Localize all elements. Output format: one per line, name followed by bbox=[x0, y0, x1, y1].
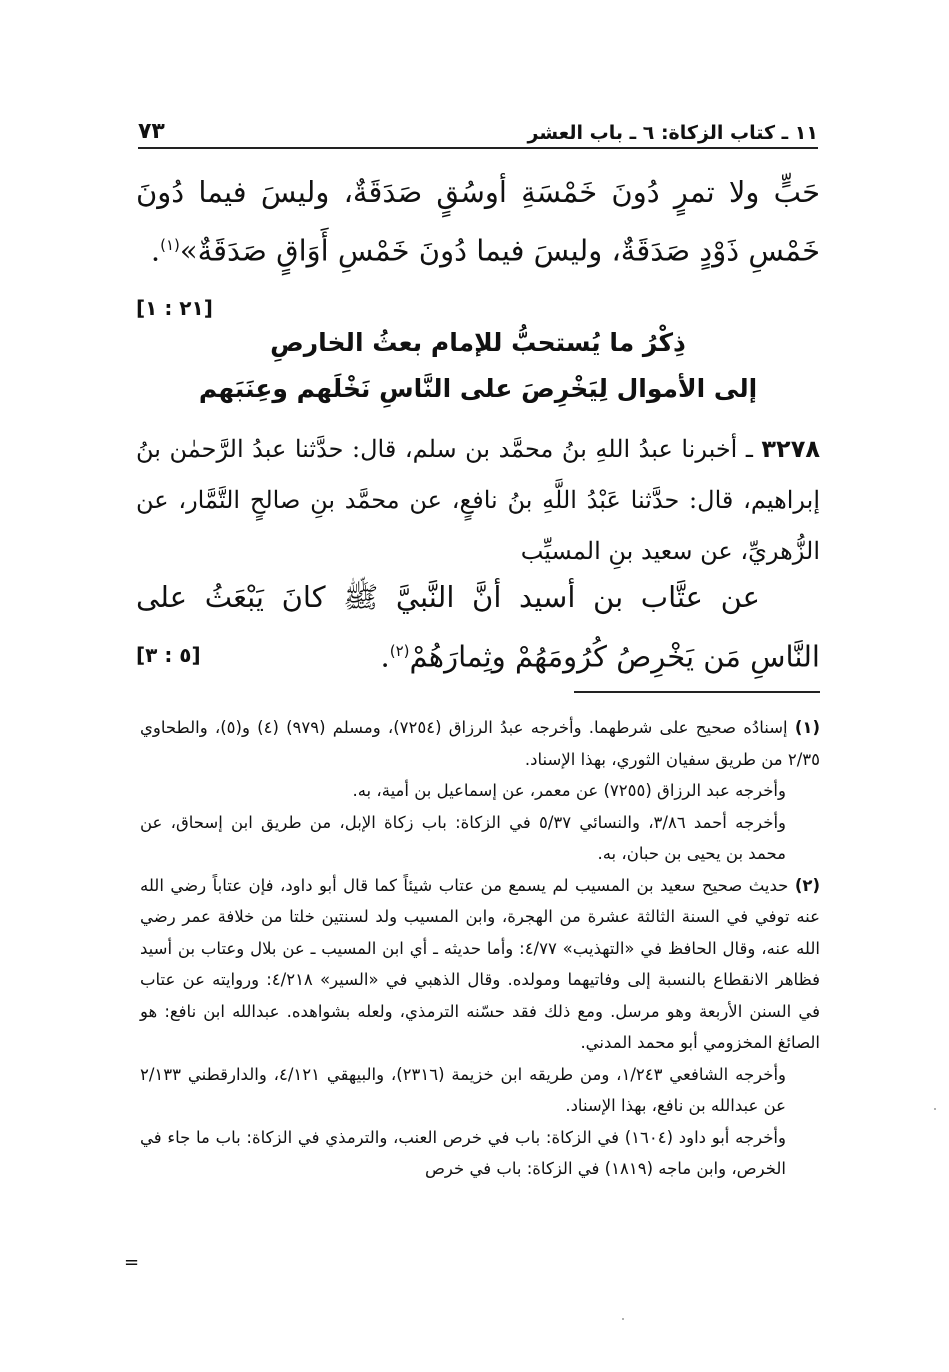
scan-speck bbox=[934, 1108, 936, 1110]
chapter-heading-line-1: ذِكْرُ ما يُستحبُّ للإمام بعثُ الخارصِ bbox=[270, 328, 686, 357]
footnote-1-para-2: وأخرجه عبد الرزاق (٧٢٥٥) عن معمر، عن إسماعيل بن أمية، به. bbox=[352, 781, 786, 800]
hadith-continuation-text: حَبٍّ ولا تمرٍ دُونَ خَمْسَةِ أوسُقٍ صَدَقَةٌ، وليسَ فيما دُونَ خَمْسِ ذَوْدٍ صَدَقَةٌ، وليسَ فيما دُونَ خَمْسِ أَوَاقٍ صَدَقَةٌ» bbox=[136, 175, 820, 268]
hadith-continuation-end: . bbox=[150, 233, 161, 268]
footnote-separator bbox=[574, 691, 820, 693]
scan-speck bbox=[622, 1318, 624, 1320]
matn-reference: [٥ : ٣] bbox=[136, 643, 201, 667]
chapter-heading bbox=[136, 320, 820, 412]
footnote-2-para-2: وأخرجه الشافعي ١/٢٤٣، ومن طريقه ابن خزيمة (٢٣١٦)، والبيهقي ٤/١٢١، والدارقطني ٢/١٣٣ عن عبدالله بن نافع، بهذا الإسناد. bbox=[140, 1064, 786, 1115]
footnote-1-text: إسنادُه صحيح على شرطهما. وأخرجه عبدُ الرزاق (٧٢٥٤)، ومسلم (٩٧٩) (٤) و(٥)، والطحاوي ٢/٣٥ من طريق سفيان الثوري، بهذا الإسناد. bbox=[140, 718, 820, 769]
footnote-marker-1: (١) bbox=[160, 236, 180, 254]
footnote-1-label: (١) bbox=[794, 718, 820, 737]
footnote-2-text: حديث صحيح سعيد بن المسيب لم يسمع من عتاب شيئاً كما قال أبو داود، فإن عتاباً رضي الله عنه توفي في السنة الثالثة عشرة من الهجرة، وابن المسيب ولد لسنتين خلتا من خلافة عمر رضي الله عنه، وقال الحافظ في «التهذيب» ٤/٧٧: وأما حديثه ـ أي ابن المسيب ـ عن بلال وعتاب بن أسيد فظاهر الانقطاع بالنسبة إلى وفاتيهما ومولده. وقال الذهبي في «السير» ٤/٢١٨: وروايته عن عتاب في السنن الأربعة وهو مرسل. ومع ذلك فقد حسّنه الترمذي، ولعله بشواهده. عبدالله ابن نافع: هو الصائغ المخزومي أبو محمد المدني. bbox=[140, 875, 820, 1052]
footnote-1 bbox=[140, 712, 820, 775]
running-head: ١١ ـ كتاب الزكاة: ٦ ـ باب العشر bbox=[527, 122, 818, 144]
page-header bbox=[138, 112, 818, 144]
matn-text: عن عتَّاب بن أسيد أنَّ النَّبيَّ ﷺ كانَ يَبْعَثُ على النَّاسِ مَن يَخْرِصُ كُرُومَهُمْ وثِمارَهُمْ bbox=[136, 580, 820, 674]
footnote-2-para-3: وأخرجه أبو داود (١٦٠٤) في الزكاة: باب في خرص العنب، والترمذي في الزكاة: باب ما جاء في الخرص، وابن ماجه (١٨١٩) في الزكاة: باب في خرص bbox=[140, 1127, 786, 1178]
hadith-isnad bbox=[136, 424, 820, 577]
isnad-text: ـ أخبرنا عبدُ اللهِ بنُ محمَّد بن سلم، قال: حدَّثنا عبدُ الرَّحمٰن بنُ إبراهيم، قال: حدَّثنا عَبْدُ اللَّهِ بنُ نافعٍ، عن محمَّد بنِ صالحٍ التَّمَّار، عن الزُّهريِّ، عن سعيد بنِ المسيِّب bbox=[136, 435, 820, 565]
header-rule bbox=[138, 147, 818, 149]
footnotes bbox=[140, 712, 820, 1185]
hadith-matn bbox=[136, 570, 820, 684]
hadith-number: ٣٢٧٨ bbox=[761, 435, 820, 463]
continuation-mark: = bbox=[124, 1252, 140, 1273]
footnote-marker-2: (٢) bbox=[389, 642, 410, 660]
footnote-1-para-3: وأخرجه أحمد ٣/٨٦، والنسائي ٥/٣٧ في الزكاة: باب زكاة الإبل، من طريق ابن إسحاق، عن محمد بن يحيى بن حبان، به. bbox=[140, 812, 786, 863]
page-number: ٧٣ bbox=[138, 119, 165, 144]
chapter-heading-line-2: إلى الأموال لِيَخْرِصَ على النَّاسِ نَخْلَهم وعِنَبَهم bbox=[198, 374, 758, 403]
hadith-reference: [٢١ : ١] bbox=[136, 295, 213, 320]
hadith-continuation bbox=[136, 166, 820, 335]
footnote-2-label: (٢) bbox=[794, 875, 820, 895]
matn-end: . bbox=[380, 639, 390, 674]
footnote-2 bbox=[140, 870, 820, 1059]
